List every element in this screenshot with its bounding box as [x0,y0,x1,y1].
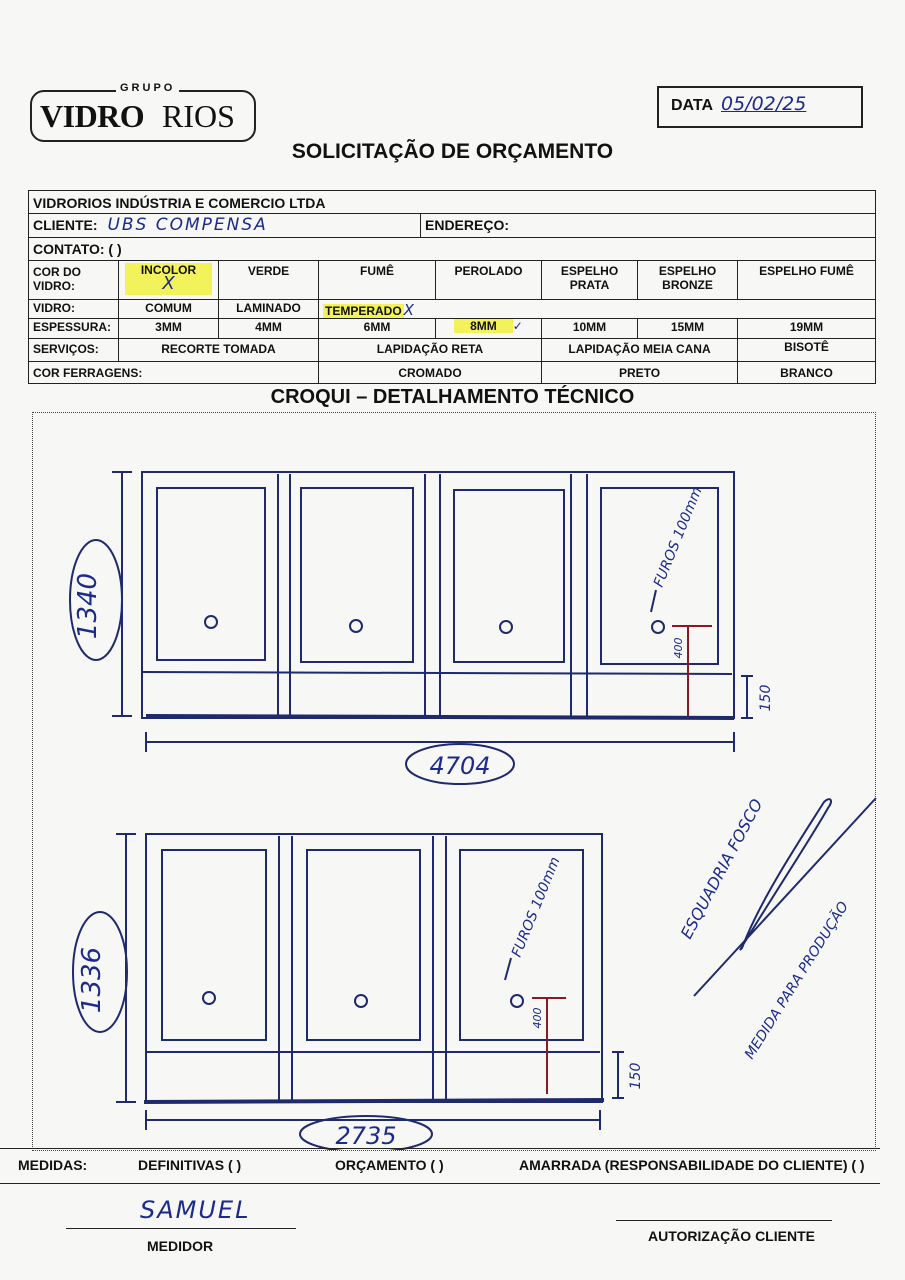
sketch1-pane-1 [157,488,265,660]
logo-grupo-text: GRUPO [116,82,179,94]
espessura-label: ESPESSURA: [29,319,119,338]
cor-mark: X [162,273,175,294]
espessura-19mm: 19MM [789,320,824,334]
sketch2-pane-1 [162,850,266,1040]
company-name: VIDRORIOS INDÚSTRIA E COMERCIO LTDA [33,195,326,211]
logo-vidro-text: VIDRO [40,98,145,134]
sketch2-frame [146,834,602,1102]
medidas-orcamento: ORÇAMENTO ( ) [335,1157,444,1173]
servico-recorte-tomada: RECORTE TOMADA [119,339,319,361]
cor-perolado: PEROLADO [436,261,542,299]
vidro-laminado: LAMINADO [219,300,319,318]
sketch2-note: FUROS 100mm [508,854,564,960]
sketch1-height-label: 1340 [73,572,103,640]
cor-fume: FUMÊ [319,261,436,299]
espessura-15mm: 15MM [638,319,738,338]
medidor-label: MEDIDOR [147,1238,214,1254]
sketch2-hole-2 [355,995,367,1007]
espessura-6mm: 6MM [319,319,436,338]
cor-espelho-fume: ESPELHO FUMÊ [759,264,854,278]
cor-espelho-prata: ESPELHO PRATA [542,261,638,299]
sketch2-width-label: 2735 [335,1122,397,1150]
sketch1-pane-2 [301,488,413,662]
ferragem-branco: BRANCO [780,366,833,380]
sketch2-hole-3 [511,995,523,1007]
date-label: DATA [671,97,714,114]
espessura-4mm: 4MM [219,319,319,338]
sketch1-base-label: 150 [758,684,774,712]
croqui-title: CROQUI – DETALHAMENTO TÉCNICO [270,386,635,408]
endereco-label: ENDEREÇO: [425,217,510,233]
side-note-medida: MEDIDA PARA PRODUÇÃO [741,899,853,1063]
sketch1-width-label: 4704 [429,752,491,780]
espessura-8mm: 8MM [454,319,513,333]
sketch2-height-label: 1336 [77,946,107,1014]
servico-bisote: BISOTÊ [784,340,829,354]
espessura-10mm: 10MM [542,319,638,338]
sketch2-hole-1 [203,992,215,1004]
sketch1-hole-height-label: 400 [672,637,685,659]
sketch2-pane-2 [307,850,420,1040]
sketch1-hole-1 [205,616,217,628]
medidas-label: MEDIDAS: [18,1157,88,1173]
autorizacao-signature-line [616,1220,832,1221]
ferragens-label: COR FERRAGENS: [29,362,319,383]
medidor-signature-line [66,1228,296,1229]
sketch1-hole-3 [500,621,512,633]
servico-lapidacao-reta: LAPIDAÇÃO RETA [319,339,542,361]
sketch1-hole-4 [652,621,664,633]
sketch2-base-label: 150 [628,1062,644,1090]
servicos-label: SERVIÇOS: [29,339,119,361]
contato-label: CONTATO: ( ) [33,241,122,257]
vidro-temperado: TEMPERADO [325,304,402,318]
page-title: SOLICITAÇÃO DE ORÇAMENTO [291,140,614,163]
vidro-mark: X [403,301,414,318]
sketch1-hole-2 [350,620,362,632]
sketch1-pane-3 [454,490,564,662]
date-value: 05/02/25 [721,93,807,115]
espessura-mark: ✓ [512,319,523,333]
ferragem-cromado: CROMADO [319,362,542,383]
sketch2-hole-height-label: 400 [531,1007,544,1029]
medidas-bar [0,1148,880,1184]
medidor-signature: SAMUEL [140,1196,251,1224]
cor-incolor: INCOLOR X [119,261,219,299]
sketch2-drawing [73,795,876,1150]
sketch1-note: FUROS 100mm [650,484,706,590]
espessura-3mm: 3MM [119,319,219,338]
side-note-esquadria: ESQUADRIA FOSCO [676,795,767,942]
cor-label: COR DO VIDRO: [29,261,119,299]
sketch1-frame [142,472,734,718]
autorizacao-label: AUTORIZAÇÃO CLIENTE [648,1228,815,1244]
cor-verde: VERDE [219,261,319,299]
logo-rios-text: RIOS [162,98,235,134]
sketch1-drawing [70,472,753,784]
ferragem-preto: PRETO [542,362,738,383]
cliente-label: CLIENTE: [33,217,98,233]
cor-espelho-bronze: ESPELHO BRONZE [638,261,738,299]
cliente-value: UBS COMPENSA [107,215,268,235]
medidas-definitivas: DEFINITIVAS ( ) [138,1157,242,1173]
vidro-comum: COMUM [119,300,219,318]
medidas-amarrada: AMARRADA (RESPONSABILIDADE DO CLIENTE) ( ) [519,1157,865,1173]
vidro-label: VIDRO: [29,300,119,318]
servico-lapidacao-meia-cana: LAPIDAÇÃO MEIA CANA [542,339,738,361]
